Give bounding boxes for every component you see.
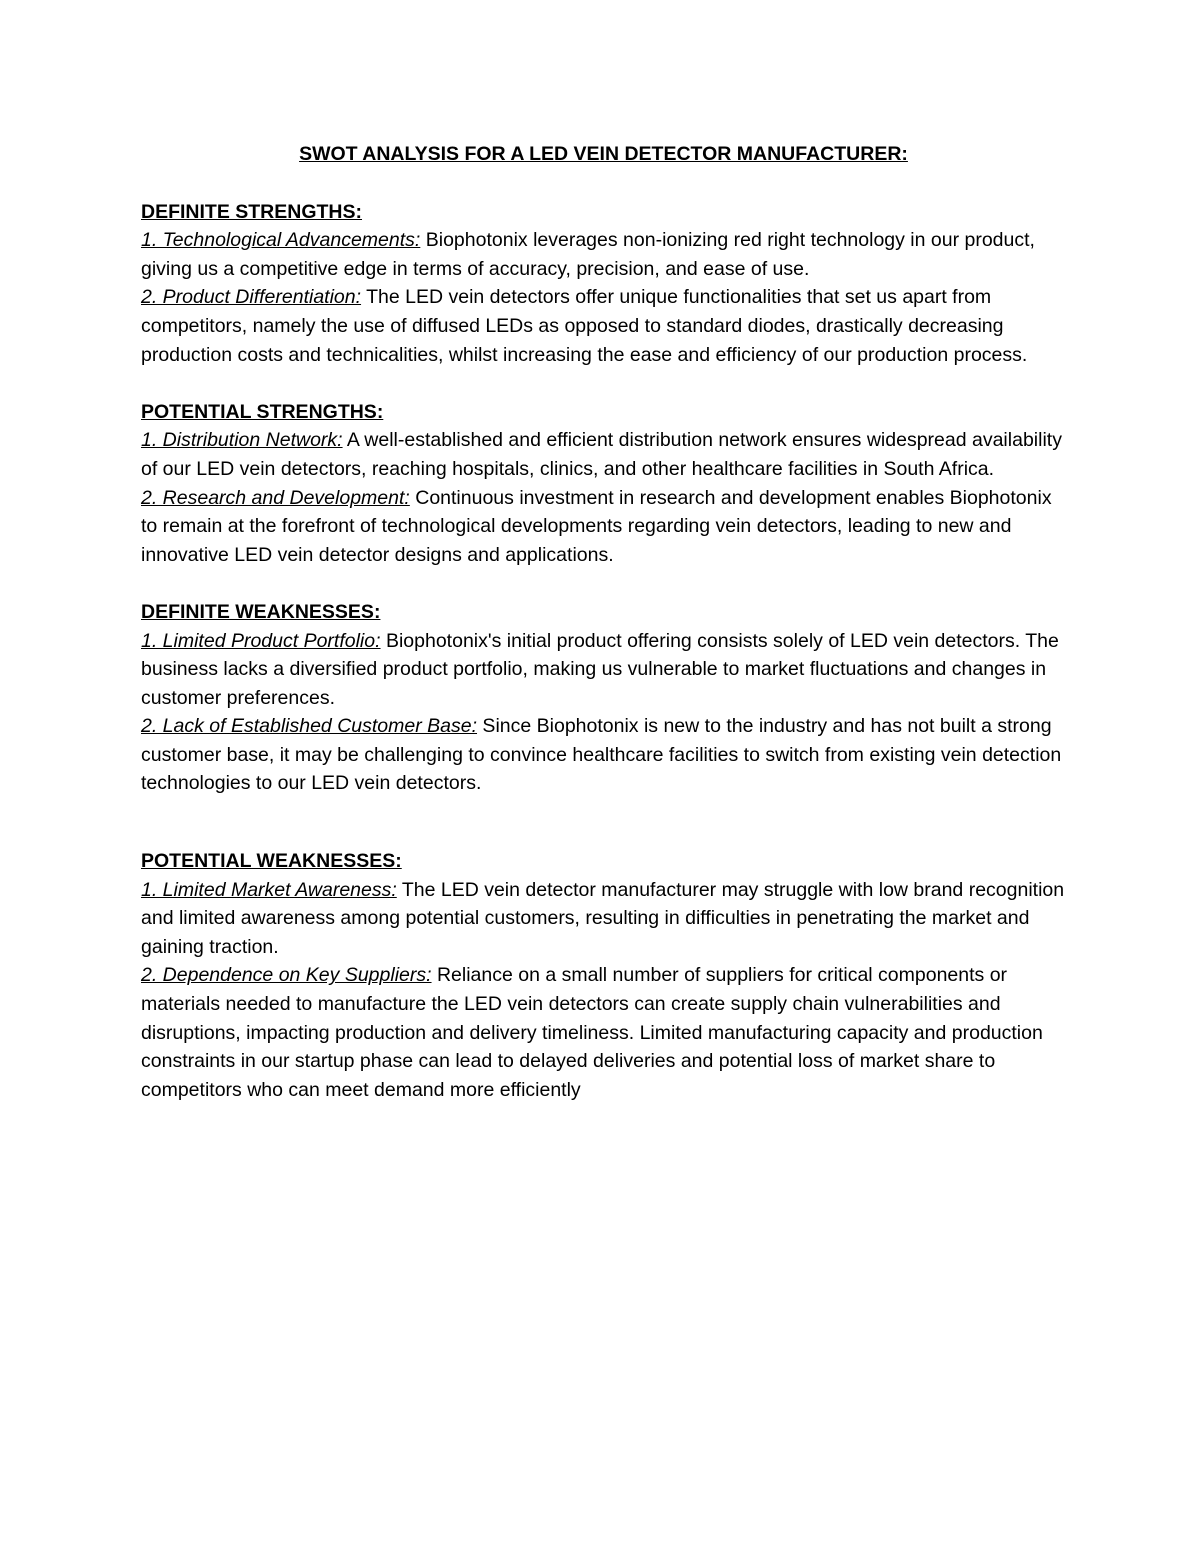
section-heading: DEFINITE WEAKNESSES: (141, 600, 381, 623)
list-item (141, 876, 1066, 962)
section-heading: DEFINITE STRENGTHS: (141, 200, 363, 223)
item-text: Since Biophotonix is new to the industry and has not built a strong customer base, it may be challenging to convince healthcare facilities to switch from existing vein detection technologies to our LED vein detectors. (141, 715, 1062, 795)
item-label: 1. Limited Product Portfolio: (141, 629, 381, 652)
item-label: 2. Lack of Established Customer Base: (141, 715, 478, 738)
document-title: SWOT ANALYSIS FOR A LED VEIN DETECTOR MANUFACTURER: (299, 143, 908, 165)
item-label: 2. Dependence on Key Suppliers: (141, 964, 432, 987)
item-text: Biophotonix leverages non-ionizing red right technology in our product, giving us a competitive edge in terms of accuracy, precision, and ease of use. (141, 229, 1035, 280)
list-item (141, 426, 1066, 483)
document-body (141, 139, 1066, 1104)
item-text: The LED vein detector manufacturer may struggle with low brand recognition and limited awareness among potential customers, resulting in difficulties in penetrating the market and gaining traction. (141, 878, 1065, 958)
spacer (141, 369, 1066, 398)
item-text: A well-established and efficient distribution network ensures widespread availability of our LED vein detectors, reaching hospitals, clinics, and other healthcare facilities in South Africa. (141, 429, 1062, 480)
item-label: 2. Product Differentiation: (141, 286, 362, 309)
list-item (141, 627, 1066, 713)
list-item (141, 283, 1066, 369)
spacer (141, 569, 1066, 598)
item-label: 2. Research and Development: (141, 486, 410, 509)
section-heading: POTENTIAL WEAKNESSES: (141, 850, 402, 873)
item-label: 1. Distribution Network: (141, 429, 343, 452)
section-heading: POTENTIAL STRENGTHS: (141, 400, 384, 423)
item-label: 1. Technological Advancements: (141, 229, 421, 252)
item-text: Continuous investment in research and development enables Biophotonix to remain at the forefront of technological developments regarding vein detectors, leading to new and innovative LED vein detector designs and applications. (141, 486, 1052, 566)
spacer (141, 798, 1066, 847)
item-text: Reliance on a small number of suppliers for critical components or materials needed to manufacture the LED vein detectors can create supply chain vulnerabilities and disruptions, impacting production and delivery timeliness. Limited manufacturing capacity and production constraints in our startup phase can lead to delayed deliveries and potential loss of market share to competitors who can meet demand more efficiently (141, 964, 1043, 1101)
section-definite-weaknesses (141, 598, 1066, 798)
list-item (141, 961, 1066, 1104)
item-label: 1. Limited Market Awareness: (141, 878, 397, 901)
list-item (141, 226, 1066, 283)
item-text: The LED vein detectors offer unique functionalities that set us apart from competitors, namely the use of diffused LEDs as opposed to standard diodes, drastically decreasing production costs and technicalities, whilst increasing the ease and efficiency of our production process. (141, 286, 1028, 366)
list-item (141, 484, 1066, 570)
section-potential-weaknesses (141, 847, 1066, 1104)
section-definite-strengths (141, 198, 1066, 370)
item-text: Biophotonix's initial product offering consists solely of LED vein detectors. The business lacks a diversified product portfolio, making us vulnerable to market fluctuations and changes in customer preferences. (141, 629, 1059, 709)
spacer (141, 169, 1066, 198)
list-item (141, 712, 1066, 798)
section-potential-strengths (141, 398, 1066, 570)
